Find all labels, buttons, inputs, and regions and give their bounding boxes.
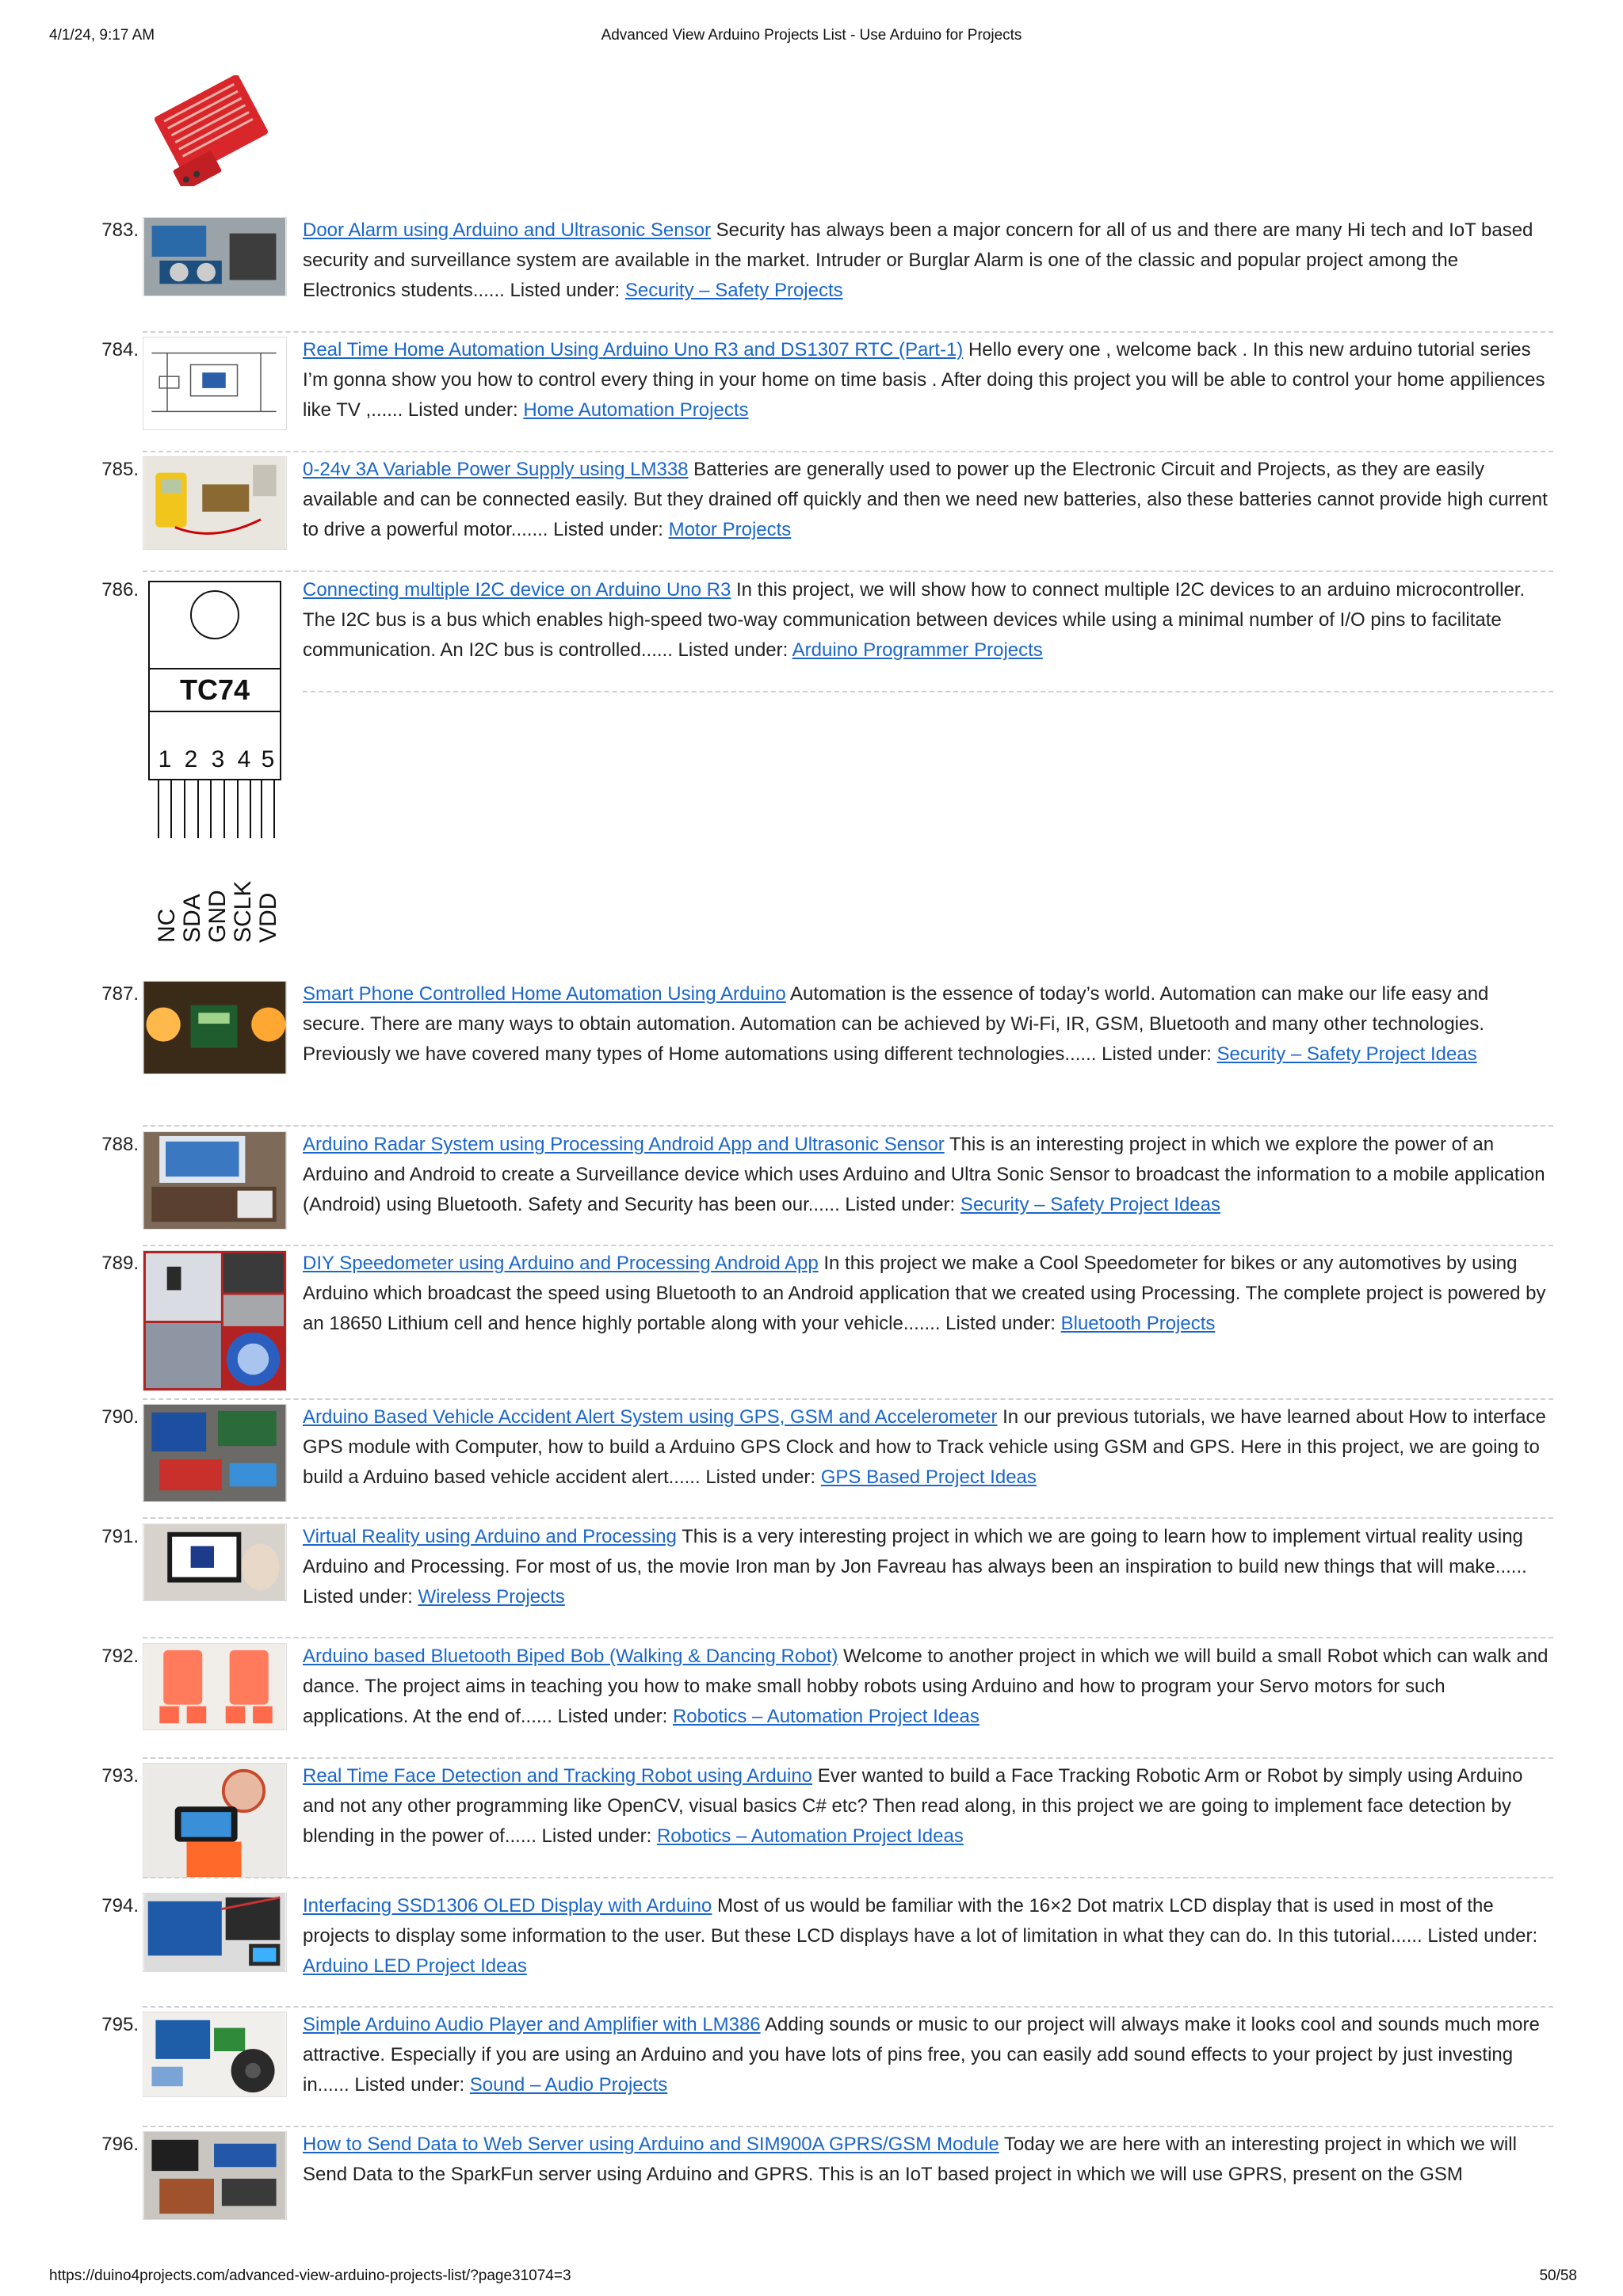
item-category-link[interactable]: Sound – Audio Projects [469, 2074, 668, 2096]
item-text [303, 575, 1553, 666]
item-thumbnail [143, 1524, 287, 1601]
item-title-link[interactable]: DIY Speedometer using Arduino and Processing Android App [303, 1253, 819, 1274]
item-description: Ever wanted to build a Face Tracking Robotic Arm or Robot by simply using Arduino and not any other programming like OpenCV, visual basics C# etc? Then read along, in this project we are going to implement face detection by blending in the power of...... Listed under: [303, 1765, 1523, 1847]
item-separator [143, 1517, 1553, 1519]
item-category-link[interactable]: Security – Safety Projects [624, 280, 843, 301]
item-title-link[interactable]: Interfacing SSD1306 OLED Display with Arduino [303, 1895, 712, 1917]
chip-pin-name: SDA [179, 894, 205, 943]
item-description: In our previous tutorials, we have learned about How to interface GPS module with Computer, how to build a Arduino GPS Clock and how to Track vehicle using GSM and GPS. Here in this project, we are going to build a Arduino based vehicle accident alert...... Listed under: [303, 1406, 1546, 1488]
water-sensor-image [143, 75, 285, 186]
item-number: 790. [101, 1406, 139, 1428]
item-text [303, 1522, 1553, 1612]
item-description: Hello every one , welcome back . In this new arduino tutorial series I’m gonna show you how to control every thing in your home on time basis . After doing this project you will be able to control your home appiliences like TV ,...... Listed under: [303, 339, 1545, 421]
item-number: 784. [101, 339, 139, 360]
item-separator [143, 1877, 1553, 1878]
item-separator [143, 2006, 1553, 2008]
chip-pin-number: 1 [158, 746, 172, 772]
item-number: 792. [101, 1646, 139, 1667]
item-number: 786. [101, 579, 139, 601]
item-text [303, 1642, 1553, 1732]
item-number: 796. [101, 2134, 139, 2155]
item-separator [143, 1757, 1553, 1759]
item-separator [143, 451, 1553, 452]
chip-pin-name: SCLK [230, 880, 256, 943]
item-title-link[interactable]: Arduino Based Vehicle Accident Alert System using GPS, GSM and Accelerometer [303, 1406, 998, 1428]
chip-pin-number: 3 [211, 746, 225, 772]
item-category-link[interactable]: Bluetooth Projects [1060, 1313, 1216, 1334]
item-title-link[interactable]: Real Time Face Detection and Tracking Robot using Arduino [303, 1765, 813, 1787]
chip-pin-name: VDD [255, 892, 281, 943]
item-number: 791. [101, 1526, 139, 1547]
item-category-link[interactable]: Robotics – Automation Project Ideas [672, 1706, 980, 1727]
page-url: https://duino4projects.com/advanced-view-arduino-projects-list/?page31074=3 [49, 2267, 571, 2284]
item-text [303, 979, 1553, 1070]
item-text [303, 455, 1553, 545]
item-description: This is a very interesting project in which we are going to learn how to implement virtual reality using Arduino and Processing. For most of us, the movie Iron man by Jon Favreau has always been an inspiration to build new things that will make...... Listed under: [303, 1526, 1527, 1608]
item-description: Today we are here with an interesting project in which we will Send Data to the SparkFun server using Arduino and GPRS. This is an IoT based project in which we will use GPRS, present on the GSM [303, 2134, 1517, 2185]
item-thumbnail [143, 2012, 287, 2097]
item-category-link[interactable]: Arduino LED Project Ideas [303, 1955, 527, 1977]
item-description: Automation is the essence of today’s world. Automation can make our life easy and secure. There are many ways to obtain automation. Automation can be achieved by Wi-Fi, IR, GSM, Bluetooth and many other technologies. Previously we have covered many types of Home automations using different technologies...... Listed under: [303, 983, 1489, 1065]
item-category-link[interactable]: Security – Safety Project Ideas [1216, 1043, 1477, 1065]
item-description: In this project, we will show how to connect multiple I2C devices to an arduino microcontroller. The I2C bus is a bus which enables high-speed two-way communication between devices while using a minimal number of I/O pins to facilitate communication. An I2C bus is controlled...... Listed under: [303, 579, 1526, 661]
item-category-link[interactable]: Security – Safety Project Ideas [960, 1194, 1221, 1215]
chip-pin-name: NC [154, 908, 180, 943]
item-description: Adding sounds or music to our project will always make it looks cool and sounds much more attractive. Especially if you are using an Arduino and you have lots of pins free, you can easily add sound effects to your project by just investing in...... Listed under: [303, 2014, 1540, 2096]
item-thumbnail [143, 1404, 287, 1502]
item-category-link[interactable]: Robotics – Automation Project Ideas [656, 1825, 964, 1847]
item-title-link[interactable]: Door Alarm using Arduino and Ultrasonic Sensor [303, 219, 711, 241]
item-title-link[interactable]: 0-24v 3A Variable Power Supply using LM338 [303, 459, 689, 480]
item-title-link[interactable]: Real Time Home Automation Using Arduino Uno R3 and DS1307 RTC (Part-1) [303, 339, 964, 360]
item-text [303, 215, 1553, 306]
chip-label: TC74 [179, 673, 250, 706]
item-thumbnail [143, 2131, 287, 2220]
item-text [303, 1891, 1553, 1981]
item-thumbnail [143, 337, 287, 430]
item-number: 788. [101, 1134, 139, 1155]
item-category-link[interactable]: Motor Projects [668, 519, 792, 540]
item-thumbnail [143, 1250, 287, 1391]
item-thumbnail [143, 1893, 287, 1972]
item-title-link[interactable]: How to Send Data to Web Server using Arduino and SIM900A GPRS/GSM Module [303, 2134, 999, 2155]
item-title-link[interactable]: Arduino based Bluetooth Biped Bob (Walking & Dancing Robot) [303, 1646, 838, 1667]
item-text [303, 2010, 1553, 2100]
print-datetime: 4/1/24, 9:17 AM [49, 27, 155, 44]
item-description: This is an interesting project in which we explore the power of an Arduino and Android to create a Surveillance device which uses Arduino and Ultra Sonic Sensor to broadcast the information to a mobile application (Android) using Bluetooth. Safety and Security has been our...... Listed under: [303, 1134, 1545, 1215]
item-text [303, 335, 1553, 425]
item-title-link[interactable]: Connecting multiple I2C device on Arduino Uno R3 [303, 579, 731, 601]
page-title: Advanced View Arduino Projects List - Use Arduino for Projects [601, 27, 1022, 44]
item-thumbnail [143, 456, 287, 550]
item-number: 794. [101, 1895, 139, 1917]
item-number: 783. [101, 219, 139, 241]
item-number: 793. [101, 1765, 139, 1787]
item-separator [143, 1398, 1553, 1400]
item-title-link[interactable]: Smart Phone Controlled Home Automation Using Arduino [303, 983, 786, 1005]
item-separator [143, 331, 1553, 333]
item-thumbnail [143, 1131, 287, 1230]
item-thumbnail [143, 217, 287, 296]
item-text [303, 1761, 1553, 1852]
item-text [303, 1402, 1553, 1493]
item-separator [143, 1637, 1553, 1638]
item-number: 795. [101, 2014, 139, 2035]
item-description: In this project we make a Cool Speedometer for bikes or any automotives by using Arduino which broadcast the speed using Bluetooth to an Android application that we created using Processing. The complete project is powered by an 18650 Lithium cell and hence highly portable along with your vehicle....... Listed under: [303, 1253, 1546, 1334]
item-title-link[interactable]: Simple Arduino Audio Player and Amplifier with LM386 [303, 2014, 761, 2035]
item-description: Batteries are generally used to power up the Electronic Circuit and Projects, as they are easily available and can be connected easily. But they drained off quickly and then we need new batteries, also these batteries cannot provide high current to drive a powerful motor....... Listed under: [303, 459, 1548, 540]
item-description: Most of us would be familiar with the 16×2 Dot matrix LCD display that is used in most of the projects to display some information to the user. But these LCD displays have a lot of limitation in what they can do. In this tutorial...... Listed under: [303, 1895, 1538, 1947]
item-category-link[interactable]: Wireless Projects [418, 1586, 565, 1608]
item-category-link[interactable]: Arduino Programmer Projects [792, 639, 1043, 661]
item-thumbnail [143, 981, 287, 1074]
item-category-link[interactable]: Home Automation Projects [523, 399, 749, 421]
chip-pin-name: GND [204, 890, 231, 943]
item-title-link[interactable]: Arduino Radar System using Processing Android App and Ultrasonic Sensor [303, 1134, 945, 1155]
chip-pin-number: 4 [237, 746, 251, 772]
chip-pin-number: 2 [184, 746, 198, 772]
item-thumbnail [143, 1763, 287, 1878]
item-number: 787. [101, 983, 139, 1005]
item-text [303, 1130, 1553, 1220]
item-text [303, 1249, 1553, 1339]
item-thumbnail [143, 1643, 287, 1730]
item-number: 789. [101, 1253, 139, 1274]
item-description: Security has always been a major concern for all of us and there are many Hi tech and IoT based security and surveillance system are available in the market. Intruder or Burglar Alarm is one of the classic and popular project among the Electronics students...... Listed under: [303, 219, 1533, 301]
item-separator [143, 2126, 1553, 2127]
item-separator [303, 691, 1553, 692]
item-number: 785. [101, 459, 139, 480]
chip-pin-number: 5 [261, 746, 275, 772]
item-separator [143, 570, 1553, 572]
item-category-link[interactable]: GPS Based Project Ideas [820, 1466, 1037, 1488]
tc74-chip-diagram [143, 577, 287, 948]
item-text [303, 2130, 1553, 2190]
item-description: Welcome to another project in which we will build a small Robot which can walk and dance. The project aims in teaching you how to make small hobby robots using Arduino and how to program your Servo motors for such applications. At the end of...... Listed under: [303, 1646, 1549, 1727]
item-title-link[interactable]: Virtual Reality using Arduino and Processing [303, 1526, 677, 1547]
page-number: 50/58 [1539, 2267, 1577, 2284]
item-separator [143, 1245, 1553, 1246]
item-separator [143, 1125, 1553, 1127]
